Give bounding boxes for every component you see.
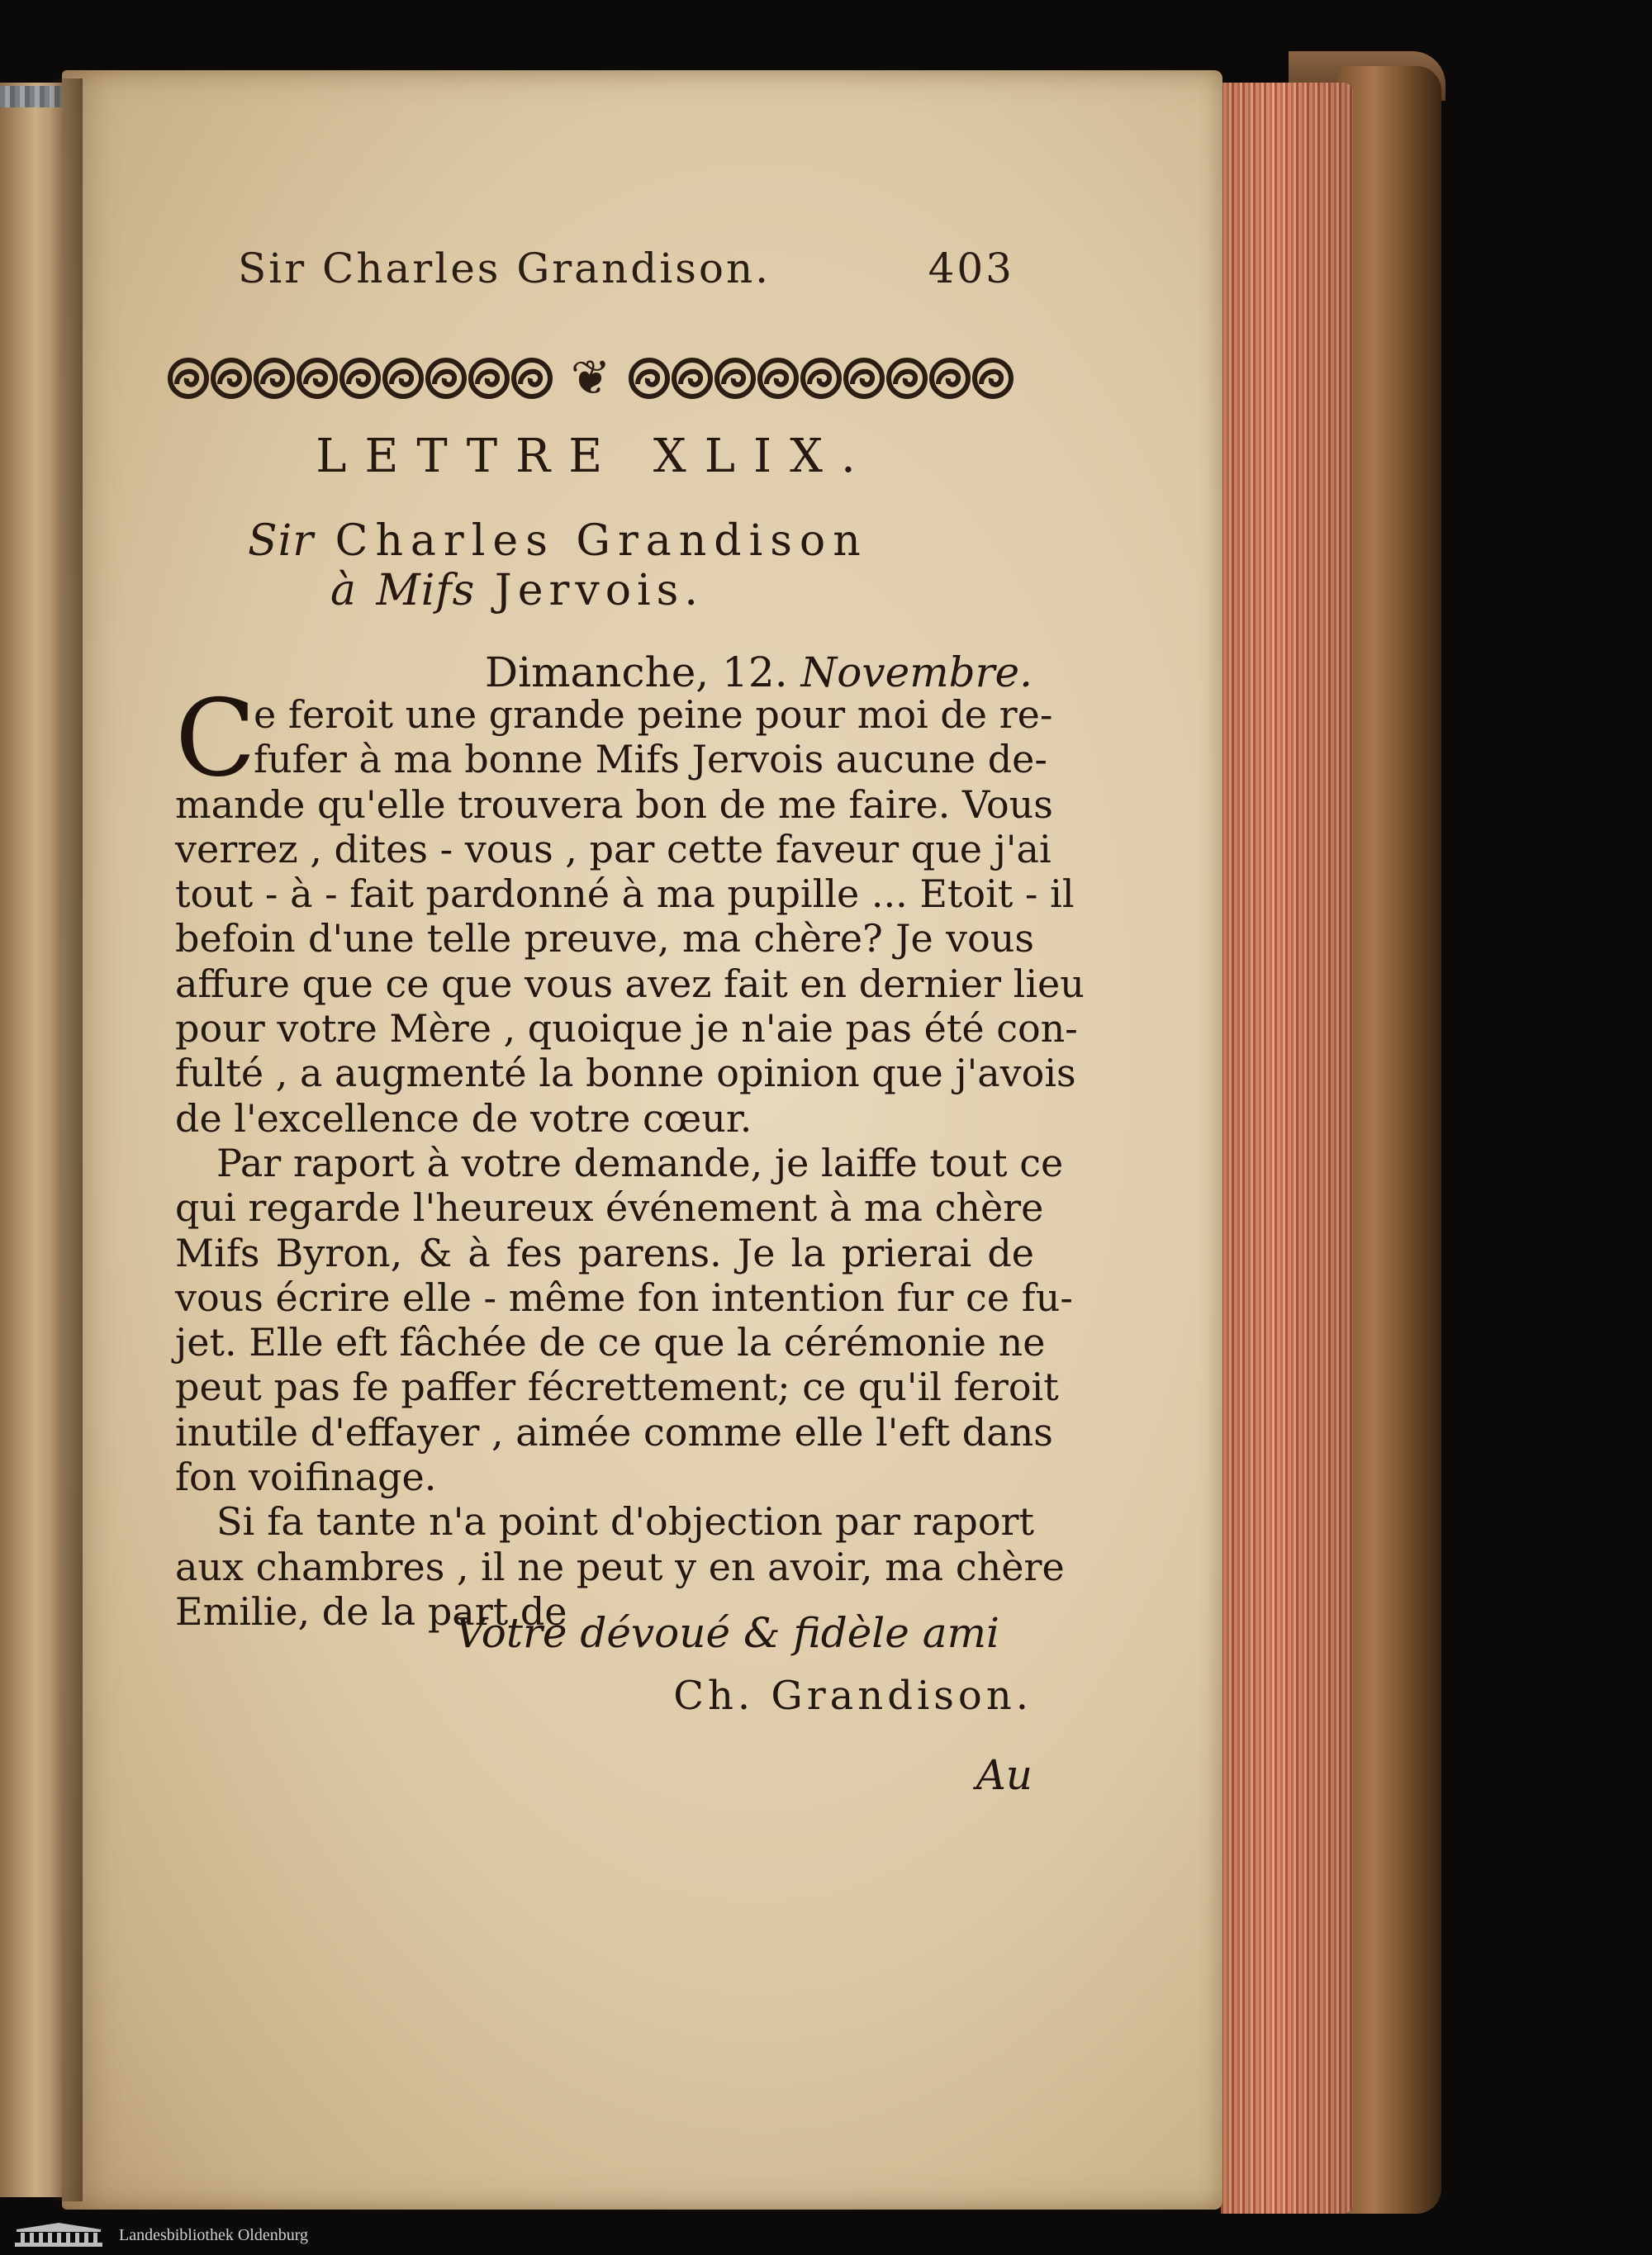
text-line: fufer à ma bonne Mifs Jervois aucune de- <box>254 737 1047 782</box>
closing-formula: Votre dévoué & fidèle ami <box>455 1609 999 1657</box>
library-building-icon <box>13 2221 104 2249</box>
text-line: vous écrire elle - même fon intention fur ce fu- <box>175 1275 1073 1320</box>
letter-body <box>175 677 1085 1634</box>
text-line: inutile d'effayer , aimée comme elle l'eft dans <box>175 1409 1053 1455</box>
signature: Ch. Grandison. <box>673 1673 1032 1719</box>
text-line: fulté , a augmenté la bonne opinion que j'avois <box>175 1051 1076 1096</box>
text-line: mande qu'elle trouvera bon de me faire. Vous <box>175 781 1053 827</box>
text-line: peut pas fe paffer fécrettement; ce qu'il feroit <box>175 1365 1059 1410</box>
text-line: Par raport à votre demande, je laiffe tout ce <box>216 1140 1064 1185</box>
svg-text:❦: ❦ <box>570 351 611 406</box>
text-line: Mifs Byron, & à fes parens. Je la prierai de <box>175 1230 1034 1275</box>
book-cover <box>1338 66 1441 2214</box>
date-month: Novembre. <box>800 648 1032 696</box>
text-line: fon voifinage. <box>175 1455 437 1500</box>
text-line: pour votre Mère , quoique je n'aie pas été con- <box>175 1006 1078 1052</box>
text-line: Emilie, de la part de <box>175 1588 567 1634</box>
text-line: tout - à - fait pardonné à ma pupille ... Etoit - il <box>175 871 1075 917</box>
text-line: qui regarde l'heureux événement à ma chère <box>175 1185 1044 1231</box>
footer-label: Landesbibliothek Oldenburg <box>119 2225 309 2244</box>
salutation-sir: Sir <box>248 516 315 566</box>
salutation-a: à <box>330 566 358 615</box>
text-line: befoin d'une telle preuve, ma chère? Je vous <box>175 916 1034 961</box>
salutation-sender-name: Charles Grandison <box>335 516 868 566</box>
text-line: aux chambres , il ne peut y en avoir, ma chère <box>175 1544 1065 1589</box>
salutation-miss: Mifs <box>376 566 476 615</box>
ornament-band <box>165 351 1016 406</box>
fore-edge-shade <box>1221 83 1353 2214</box>
ornament-icon <box>165 351 1016 406</box>
text-line: jet. Elle eft fâchée de ce que la cérémonie ne <box>175 1320 1046 1365</box>
salutation-recipient-name: Jervois. <box>494 566 704 615</box>
running-head <box>238 244 1014 302</box>
text-line: de l'excellence de votre cœur. <box>175 1095 752 1141</box>
footer-bar <box>0 2215 1652 2255</box>
text-line: Si fa tante n'a point d'objection par raport <box>216 1499 1034 1545</box>
salutation-recipient <box>330 566 909 615</box>
dateline <box>173 648 1032 696</box>
letter-heading: LETTRE XLIX. <box>316 430 874 483</box>
text-line: e feroit une grande peine pour moi de re- <box>254 692 1053 737</box>
text-line: affure que ce que vous avez fait en dernier lieu <box>175 961 1085 1006</box>
salutation-sender <box>248 516 975 566</box>
drop-cap: C <box>175 677 256 800</box>
catchword: Au <box>976 1751 1032 1799</box>
running-head-title: Sir Charles Grandison. <box>238 244 771 292</box>
date-day: Dimanche, 12. <box>484 648 788 696</box>
gutter-shadow <box>50 78 83 2201</box>
page-number: 403 <box>928 244 1014 292</box>
text-line: verrez , dites - vous , par cette faveur que j'ai <box>175 826 1051 871</box>
